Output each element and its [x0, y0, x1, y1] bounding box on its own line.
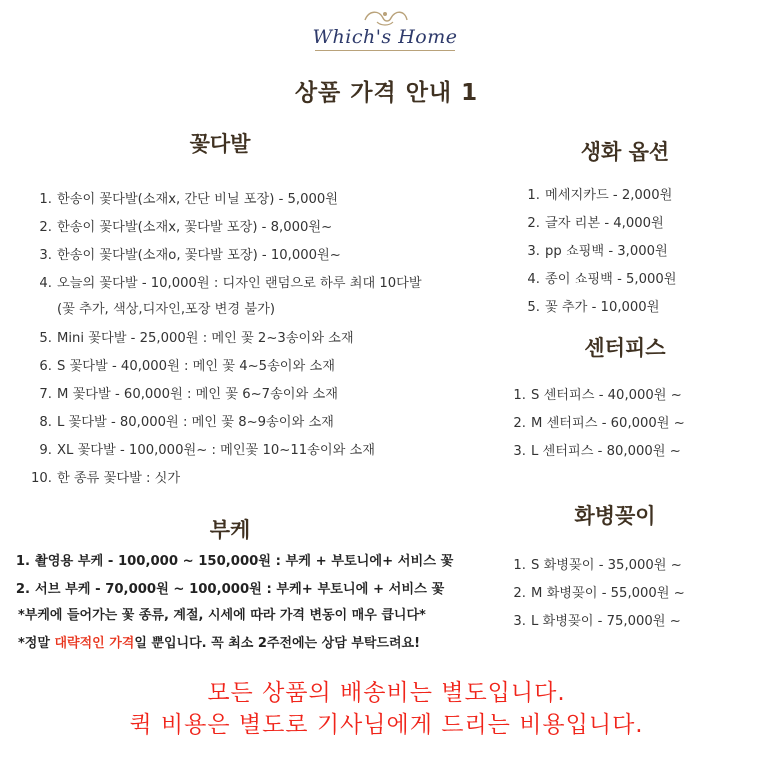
list-item: 2. 서브 부케 - 70,000원 ~ 100,000원 : 부케+ 부토니에 + 서비스 꽃	[15, 582, 445, 597]
list-item: 1. S 센터피스 - 40,000원 ~	[513, 388, 682, 403]
list-item: 5. Mini 꽃다발 - 25,000원 : 메인 꽃 2~3송이와 소재	[39, 331, 354, 346]
logo-text: Which's Home	[312, 26, 458, 48]
shipping-notice: 모든 상품의 배송비는 별도입니다.	[207, 680, 566, 706]
list-item: 10. 한 종류 꽃다발 : 싯가	[31, 471, 181, 486]
highlight-approx-price: 대략적인 가격	[54, 636, 135, 651]
list-item: 5. 꽃 추가 - 10,000원	[527, 300, 660, 315]
list-item: 3. L 센터피스 - 80,000원 ~	[513, 444, 681, 459]
list-item: 1. 촬영용 부케 - 100,000 ~ 150,000원 : 부케 + 부토니에+ 서비스 꽃	[15, 554, 454, 569]
section-title-vase: 화병꽂이	[574, 504, 656, 528]
list-item: 1. 한송이 꽃다발(소재x, 간단 비닐 포장) - 5,000원	[39, 192, 339, 207]
logo-divider	[315, 50, 455, 51]
list-item: 9. XL 꽃다발 - 100,000원~ : 메인꽃 10~11송이와 소재	[39, 443, 375, 458]
list-item: 7. M 꽃다발 - 60,000원 : 메인 꽃 6~7송이와 소재	[39, 387, 338, 402]
bouquet-note-consultation: *정말 대략적인 가격일 뿐입니다. 꼭 최소 2주전에는 상담 부탁드려요!	[18, 636, 420, 651]
list-item: 6. S 꽃다발 - 40,000원 : 메인 꽃 4~5송이와 소재	[39, 359, 335, 374]
list-item: 3. pp 쇼핑백 - 3,000원	[527, 244, 668, 259]
section-title-fresh-options: 생화 옵션	[580, 140, 670, 164]
list-item: 1. 메세지카드 - 2,000원	[527, 188, 673, 203]
list-item: (꽃 추가, 색상,디자인,포장 변경 불가)	[57, 302, 275, 317]
list-item: 3. 한송이 꽃다발(소재o, 꽃다발 포장) - 10,000원~	[39, 248, 341, 263]
brand-logo	[300, 6, 470, 68]
section-title-bouquet: 부케	[209, 518, 251, 542]
list-item: 4. 종이 쇼핑백 - 5,000원	[527, 272, 677, 287]
list-item: 2. 글자 리본 - 4,000원	[527, 216, 664, 231]
list-item: 1. S 화병꽂이 - 35,000원 ~	[513, 558, 682, 573]
list-item: 2. M 화병꽂이 - 55,000원 ~	[513, 586, 685, 601]
flourish-icon	[355, 6, 415, 28]
list-item: 2. M 센터피스 - 60,000원 ~	[513, 416, 685, 431]
list-item: 2. 한송이 꽃다발(소재x, 꽃다발 포장) - 8,000원~	[39, 220, 333, 235]
section-title-centerpiece: 센터피스	[584, 336, 666, 360]
bouquet-note-price-variation: *부케에 들어가는 꽃 종류, 계절, 시세에 따라 가격 변동이 매우 큽니다*	[18, 608, 426, 623]
list-item: 4. 오늘의 꽃다발 - 10,000원 : 디자인 랜덤으로 하루 최대 10다발	[39, 276, 422, 291]
list-item: 8. L 꽃다발 - 80,000원 : 메인 꽃 8~9송이와 소재	[39, 415, 334, 430]
list-item: 3. L 화병꽂이 - 75,000원 ~	[513, 614, 681, 629]
page-title: 상품 가격 안내 1	[294, 80, 479, 106]
quick-delivery-notice: 퀵 비용은 별도로 기사님에게 드리는 비용입니다.	[129, 712, 644, 738]
section-title-flower-basket: 꽃다발	[189, 132, 251, 156]
